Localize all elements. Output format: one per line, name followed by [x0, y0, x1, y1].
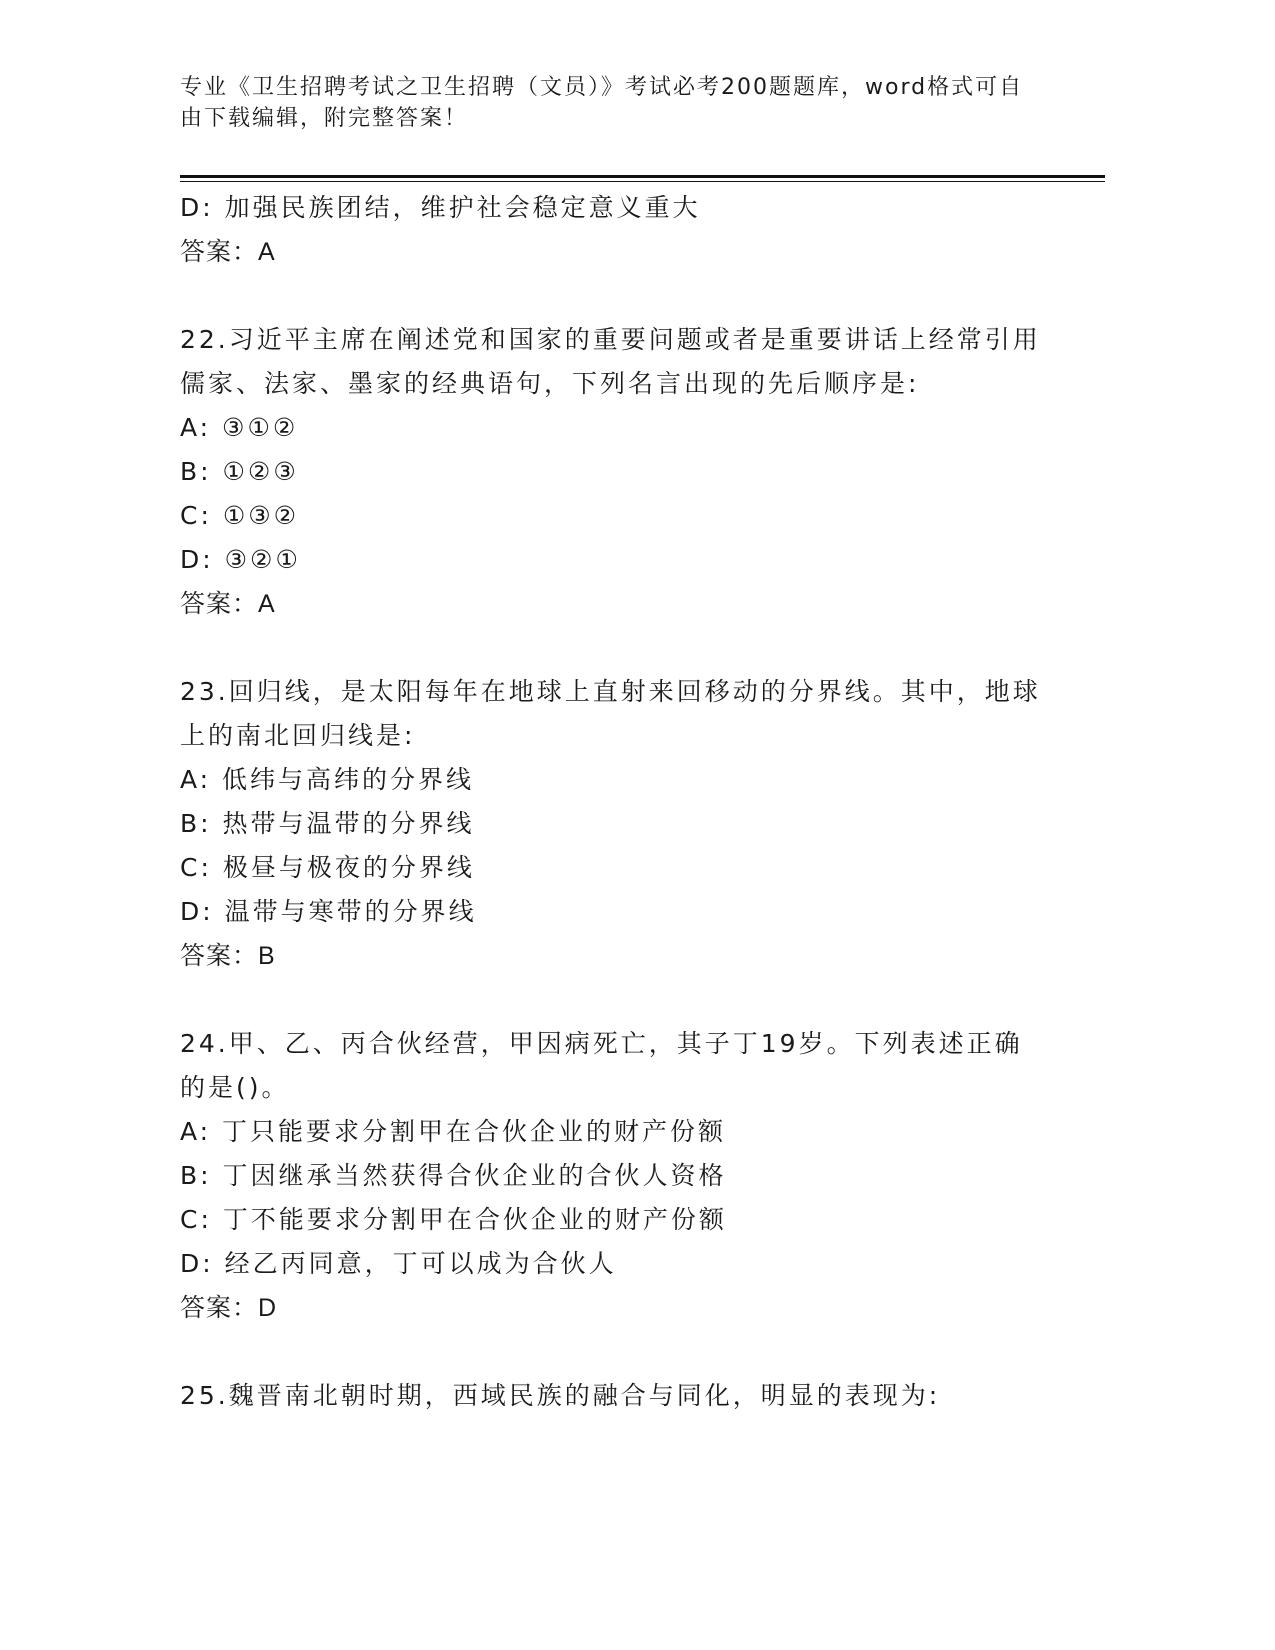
question-24: [180, 1022, 1080, 1330]
spacer: [180, 626, 1080, 670]
question-stem-line-1: 23.回归线，是太阳每年在地球上直射来回移动的分界线。其中，地球: [180, 677, 1041, 706]
question-stem-line-2: 上的南北回归线是:: [180, 721, 416, 750]
option-b: B: 丁因继承当然获得合伙企业的合伙人资格: [180, 1161, 727, 1190]
header-line-1: 专业《卫生招聘考试之卫生招聘（文员）》考试必考200题题库，word格式可自: [180, 75, 1024, 100]
question-stem-line-1: 24.甲、乙、丙合伙经营，甲因病死亡，其子丁19岁。下列表述正确: [180, 1029, 1023, 1058]
header-line-2: 由下载编辑，附完整答案！: [180, 106, 469, 131]
spacer: [180, 978, 1080, 1022]
option-d: D: 经乙丙同意，丁可以成为合伙人: [180, 1249, 617, 1278]
header-divider-thin: [180, 181, 1105, 182]
answer-line: 答案：A: [180, 590, 276, 618]
option-d: D: ③②①: [180, 545, 301, 574]
option-d: D: 加强民族团结，维护社会稳定意义重大: [180, 193, 701, 222]
answer-line: 答案：A: [180, 238, 276, 266]
option-d: D: 温带与寒带的分界线: [180, 897, 477, 926]
answer-line: 答案：B: [180, 942, 276, 970]
question-stem-line-2: 儒家、法家、墨家的经典语句，下列名言出现的先后顺序是:: [180, 369, 920, 398]
option-a: A: 丁只能要求分割甲在合伙企业的财产份额: [180, 1117, 727, 1146]
question-stem-line-1: 22.习近平主席在阐述党和国家的重要问题或者是重要讲话上经常引用: [180, 325, 1041, 354]
question-21-tail: [180, 186, 1080, 274]
option-a: A: ③①②: [180, 413, 299, 442]
document-header: [180, 72, 1060, 134]
option-a: A: 低纬与高纬的分界线: [180, 765, 475, 794]
question-stem-line-1: 25.魏晋南北朝时期，西域民族的融合与同化，明显的表现为:: [180, 1381, 941, 1410]
option-c: C: ①③②: [180, 501, 300, 530]
option-c: C: 丁不能要求分割甲在合伙企业的财产份额: [180, 1205, 727, 1234]
option-b: B: 热带与温带的分界线: [180, 809, 475, 838]
spacer: [180, 1330, 1080, 1374]
question-stem-line-2: 的是()。: [180, 1073, 290, 1102]
question-22: [180, 318, 1080, 626]
question-23: [180, 670, 1080, 978]
option-c: C: 极昼与极夜的分界线: [180, 853, 475, 882]
question-list: [180, 186, 1080, 1418]
header-divider-thick: [180, 175, 1105, 178]
answer-line: 答案：D: [180, 1294, 278, 1322]
option-b: B: ①②③: [180, 457, 299, 486]
spacer: [180, 274, 1080, 318]
question-25: [180, 1374, 1080, 1418]
